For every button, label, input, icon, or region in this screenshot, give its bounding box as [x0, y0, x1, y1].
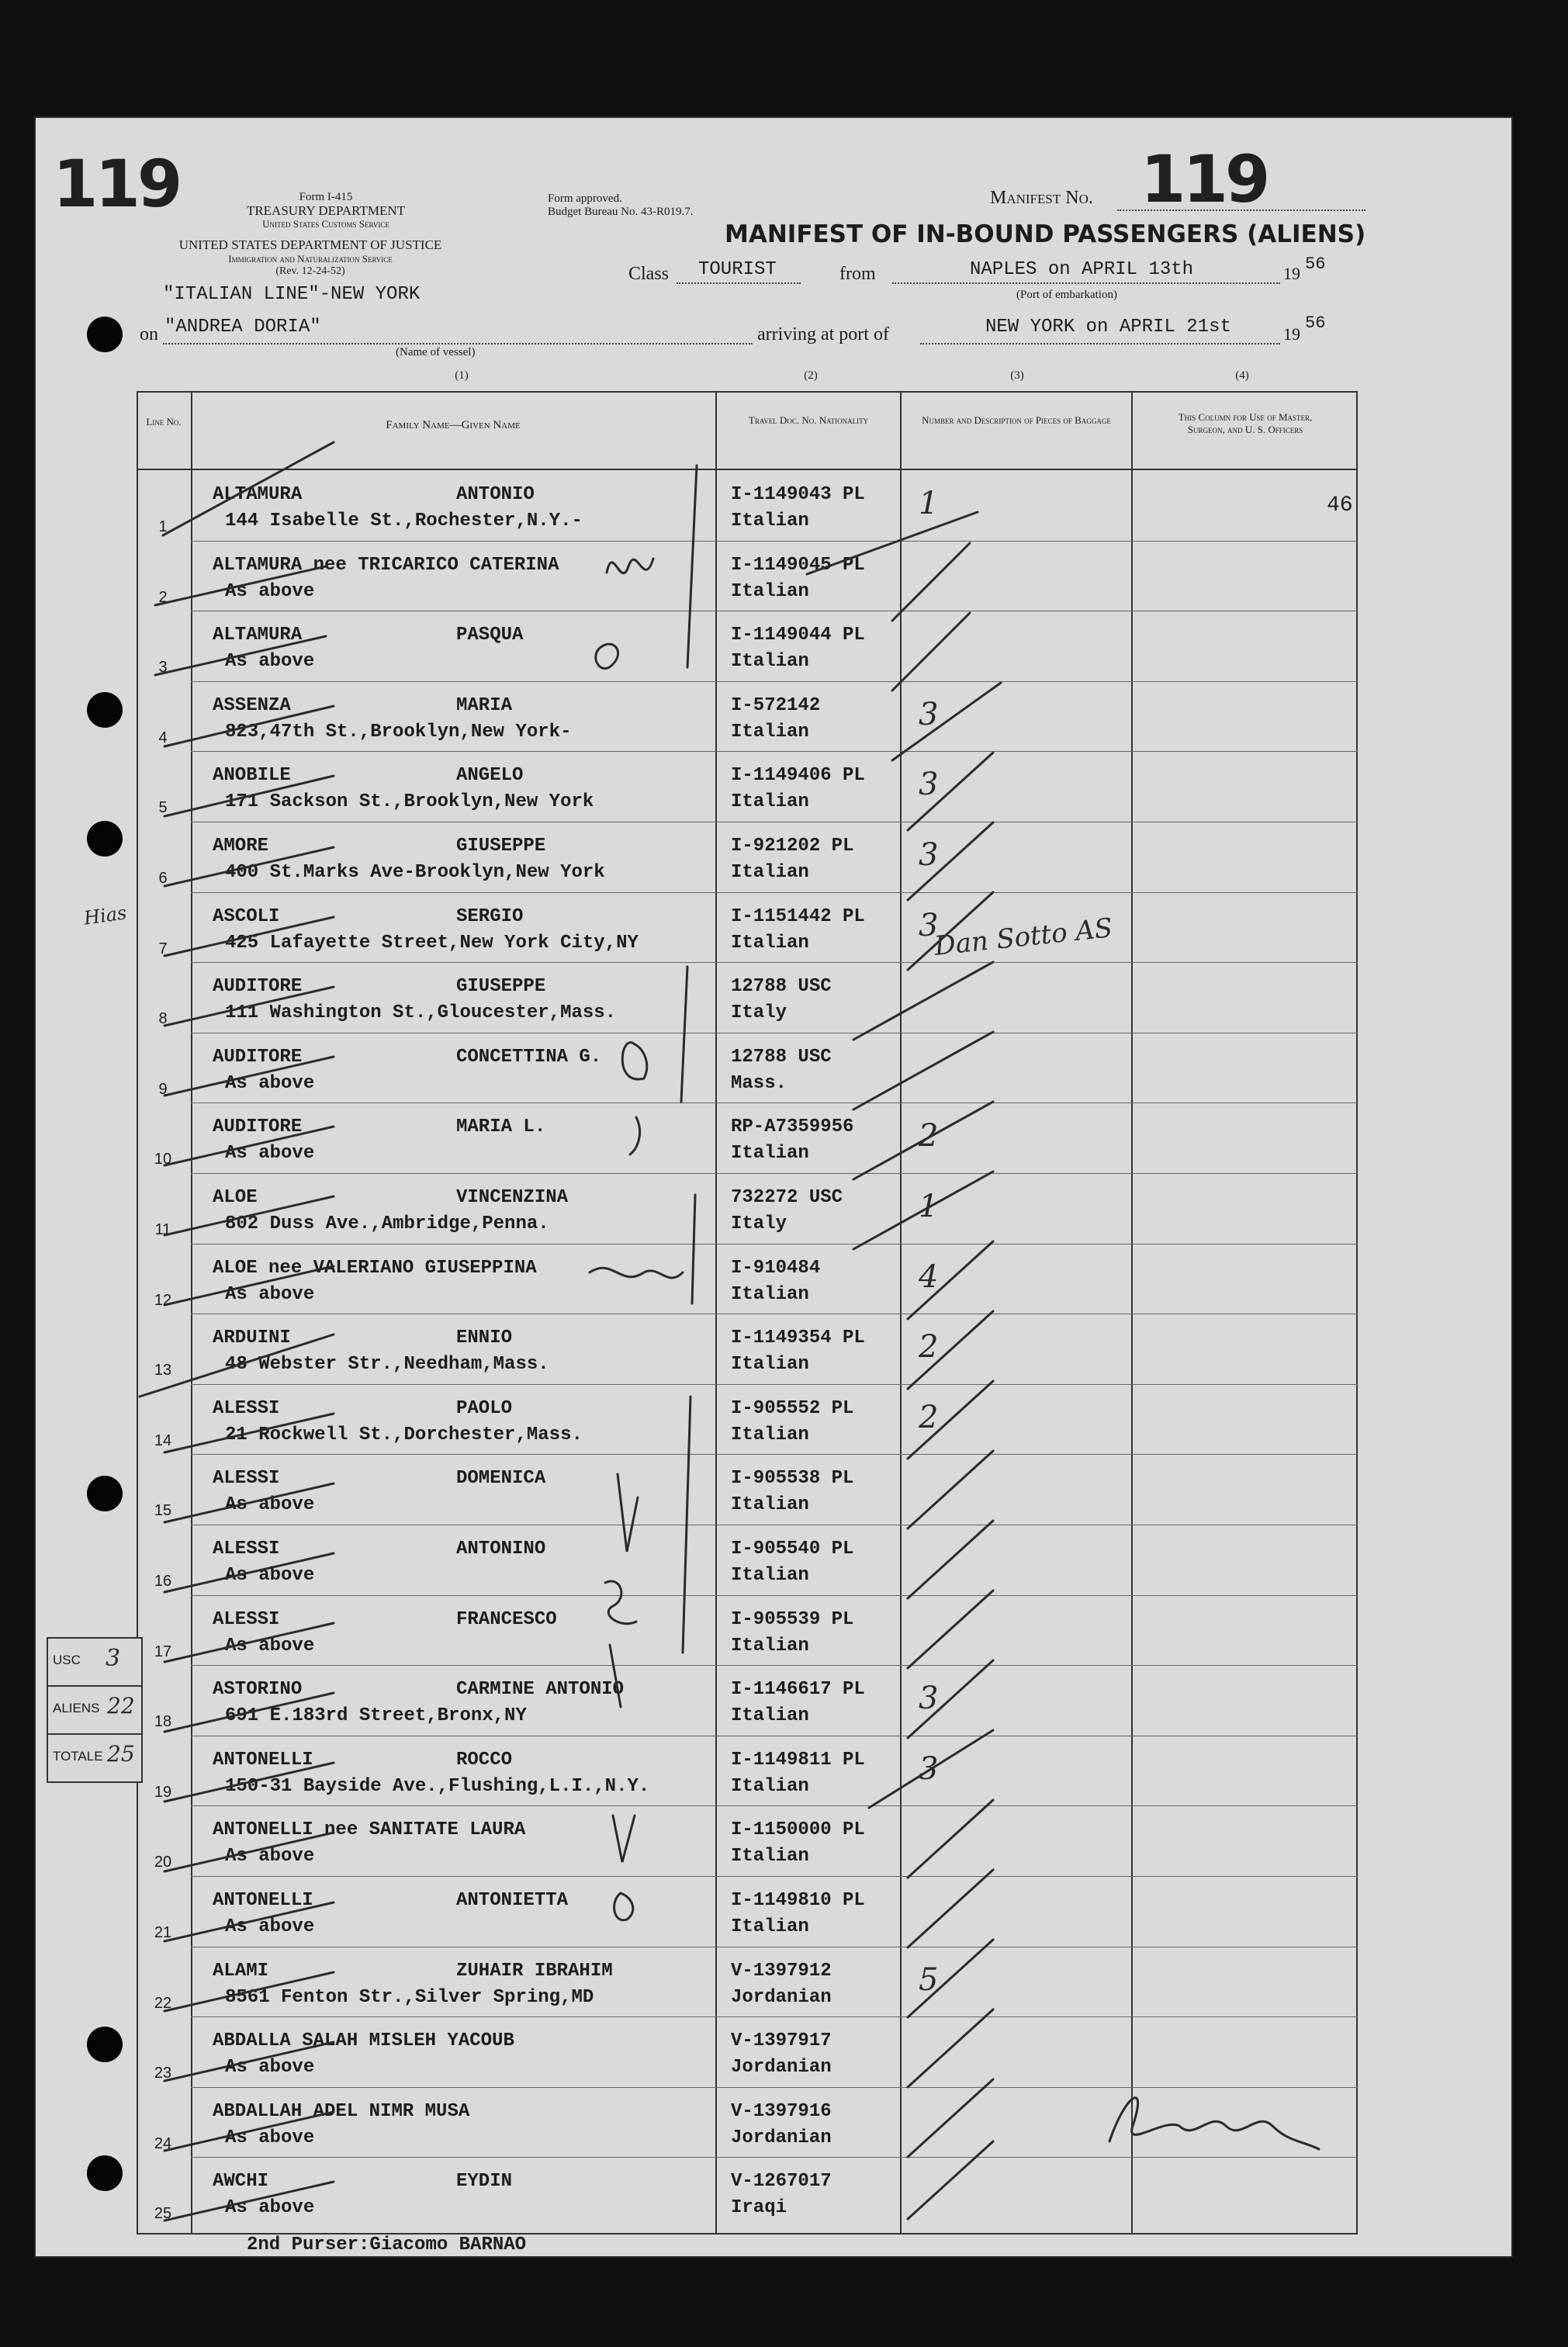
bracket-mark: [692, 1195, 695, 1303]
line-number: 25: [154, 2205, 172, 2222]
tick-mark: [908, 1940, 993, 2017]
year2-suffix: 56: [1305, 313, 1326, 333]
nationality: Italian: [731, 1776, 809, 1797]
class-value: TOURIST: [698, 259, 777, 280]
given-name: DOMENICA: [456, 1468, 546, 1489]
tick-mark: [908, 2079, 993, 2157]
travel-doc-no: 12788 USC: [731, 976, 832, 997]
stamp-number-right: 119: [1141, 141, 1268, 217]
nationality: Italian: [731, 722, 809, 743]
family-name: ABDALLAH ADEL NIMR MUSA: [213, 2101, 470, 2122]
tick-mark: [908, 2009, 993, 2087]
address: 823,47th St.,Brooklyn,New York-: [225, 722, 572, 743]
family-name: ASCOLI: [213, 906, 280, 927]
given-name: CARMINE ANTONIO: [456, 1679, 625, 1700]
address: 400 St.Marks Ave-Brooklyn,New York: [225, 862, 605, 883]
vessel-name: "ANDREA DORIA": [164, 317, 321, 338]
travel-doc-no: I-1149044 PL: [731, 625, 865, 646]
baggage-count: 3: [919, 697, 939, 732]
address: As above: [225, 2127, 315, 2148]
tick-mark: [164, 1972, 334, 2011]
line-number: 22: [154, 1995, 172, 2012]
tick-mark: [908, 1660, 993, 1738]
tick-mark: [164, 1483, 334, 1522]
line-number: 10: [154, 1151, 172, 1168]
nationality: Jordanian: [731, 1987, 832, 2008]
margin-note: Hias: [82, 902, 128, 929]
arrival-value: NEW YORK on APRIL 21st: [985, 317, 1231, 338]
address: 144 Isabelle St.,Rochester,N.Y.-: [225, 511, 583, 531]
shipping-line: "ITALIAN LINE"-NEW YORK: [163, 284, 421, 305]
nationality: Italian: [731, 581, 809, 602]
address: 150-31 Bayside Ave.,Flushing,L.I.,N.Y.: [225, 1776, 650, 1797]
manifest-title: MANIFEST OF IN-BOUND PASSENGERS (ALIENS): [725, 220, 1366, 248]
vessel-note: (Name of vessel): [396, 346, 476, 358]
tick-mark: [908, 892, 993, 970]
nationality: Italian: [731, 651, 809, 672]
line-number: 14: [154, 1432, 172, 1449]
given-name: EYDIN: [456, 2171, 513, 2192]
initials-mark: [614, 1893, 633, 1920]
nationality: Italian: [731, 1565, 809, 1586]
inspector-signature: [1109, 2098, 1319, 2149]
initials-mark: [613, 1816, 635, 1862]
line-number: 3: [158, 659, 168, 676]
tick-mark: [892, 543, 970, 621]
family-name: ANTONELLI: [213, 1890, 313, 1911]
given-name: FRANCESCO: [456, 1609, 557, 1630]
line-number: 13: [154, 1362, 172, 1379]
family-name: ASSENZA: [213, 695, 291, 716]
travel-doc-no: V-1397912: [731, 1961, 832, 1982]
line-number: 21: [154, 1924, 172, 1941]
travel-doc-no: I-1151442 PL: [731, 906, 865, 927]
purser-line: 2nd Purser:Giacomo BARNAO: [247, 2234, 527, 2255]
col-head-baggage: Number and Description of Pieces of Baggage: [922, 414, 1111, 426]
tick-mark: [164, 1057, 334, 1096]
col-num-4: (4): [1235, 369, 1249, 382]
tick-mark: [164, 917, 334, 956]
nationality: Italian: [731, 1354, 809, 1375]
col-num-3: (3): [1010, 369, 1024, 382]
travel-doc-no: V-1397916: [731, 2101, 832, 2122]
family-name: ALTAMURA: [213, 625, 303, 646]
family-name: AUDITORE: [213, 1047, 303, 1068]
tally-aliens-label: ALIENS: [53, 1701, 100, 1715]
initials-mark: [607, 559, 653, 573]
address: As above: [225, 1284, 315, 1305]
address: As above: [225, 2057, 315, 2078]
tick-mark: [908, 753, 993, 830]
family-name: AUDITORE: [213, 1116, 303, 1137]
line-number: 12: [154, 1292, 172, 1309]
tick-mark: [908, 1311, 993, 1389]
tally-usc-label: USC: [53, 1653, 81, 1667]
travel-doc-no: I-905540 PL: [731, 1539, 854, 1559]
given-name: VINCENZINA: [456, 1187, 569, 1208]
bracket-mark: [683, 1397, 691, 1653]
address: 21 Rockwell St.,Dorchester,Mass.: [225, 1424, 583, 1445]
address: As above: [225, 581, 315, 602]
address: 111 Washington St.,Gloucester,Mass.: [225, 1002, 617, 1023]
nationality: Italian: [731, 511, 809, 531]
address: As above: [225, 1494, 315, 1515]
tick-mark: [164, 1196, 334, 1235]
line-number: 6: [158, 870, 168, 887]
nationality: Italian: [731, 1424, 809, 1445]
line-number: 24: [154, 2135, 172, 2152]
family-name: ALTAMURA nee TRICARICO CATERINA: [213, 555, 559, 576]
baggage-count: 2: [919, 1118, 939, 1154]
class-label: Class: [628, 264, 670, 284]
tick-mark: [853, 1172, 993, 1249]
travel-doc-no: I-905552 PL: [731, 1398, 854, 1419]
travel-doc-no: I-1149811 PL: [731, 1750, 865, 1771]
address: 8561 Fenton Str.,Silver Spring,MD: [225, 1987, 594, 2008]
tally-total-label: TOTALE: [53, 1749, 103, 1764]
stamp-number-left: 119: [53, 146, 180, 222]
family-name: AWCHI: [213, 2171, 269, 2192]
nationality: Mass.: [731, 1073, 787, 1094]
tick-mark: [908, 1241, 993, 1319]
tick-mark: [908, 1591, 993, 1668]
tick-mark: [908, 1521, 993, 1598]
tick-mark: [164, 847, 334, 886]
nationality: Italian: [731, 1705, 809, 1726]
tick-mark: [892, 683, 1001, 760]
officer-note: 46: [1327, 493, 1353, 518]
line-number: 23: [154, 2065, 172, 2082]
tick-mark: [164, 1127, 334, 1165]
col-head-officers: This Column for Use of Master, Surgeon, and U. S. Officers: [1178, 411, 1313, 435]
travel-doc-no: I-905538 PL: [731, 1468, 854, 1489]
tick-mark: [164, 2182, 334, 2221]
budget-bureau: Budget Bureau No. 43-R019.7.: [548, 206, 694, 218]
manifest-no-label: Manifest No.: [990, 188, 1093, 208]
travel-doc-no: I-910484: [731, 1258, 821, 1279]
nationality: Jordanian: [731, 2057, 832, 2078]
nationality: Italian: [731, 1636, 809, 1656]
nationality: Jordanian: [731, 2127, 832, 2148]
year1-prefix: 19: [1283, 264, 1300, 283]
tick-mark: [853, 1032, 993, 1109]
tick-mark: [163, 442, 334, 535]
tick-mark: [164, 1553, 334, 1592]
family-name: AUDITORE: [213, 976, 303, 997]
nationality: Italy: [731, 1213, 787, 1234]
col-num-1: (1): [455, 369, 469, 382]
family-name: ALTAMURA: [213, 484, 303, 505]
tick-mark: [164, 706, 334, 746]
nationality: Iraqi: [731, 2197, 787, 2218]
nationality: Italian: [731, 791, 809, 812]
travel-doc-no: I-921202 PL: [731, 836, 854, 857]
given-name: GIUSEPPE: [456, 836, 546, 857]
given-name: ROCCO: [456, 1750, 513, 1771]
travel-doc-no: I-1150000 PL: [731, 1819, 865, 1840]
tick-mark: [853, 1102, 993, 1179]
tick-mark: [908, 1800, 993, 1878]
tick-mark: [164, 1266, 334, 1305]
baggage-note: Dan Sotto AS: [933, 912, 1114, 962]
family-name: ALESSI: [213, 1468, 280, 1489]
baggage-count: 4: [919, 1259, 939, 1295]
baggage-count: 3: [919, 767, 939, 802]
address: 171 Sackson St.,Brooklyn,New York: [225, 791, 594, 812]
tick-mark: [164, 1623, 334, 1662]
tick-mark: [892, 613, 970, 691]
address: 48 Webster Str.,Needham,Mass.: [225, 1354, 549, 1375]
address: As above: [225, 1565, 315, 1586]
address: 802 Duss Ave.,Ambridge,Penna.: [225, 1213, 549, 1234]
from-value: NAPLES on APRIL 13th: [970, 259, 1194, 280]
given-name: ANTONIETTA: [456, 1890, 569, 1911]
line-number: 18: [154, 1713, 172, 1730]
customs-service: United States Customs Service: [262, 218, 389, 230]
travel-doc-no: I-1149354 PL: [731, 1328, 865, 1348]
tick-mark: [155, 636, 326, 675]
given-name: ANTONIO: [456, 484, 535, 505]
travel-doc-no: I-905539 PL: [731, 1609, 854, 1630]
bracket-mark: [687, 466, 697, 667]
baggage-count: 1: [919, 1189, 939, 1224]
family-name: ANTONELLI: [213, 1750, 313, 1771]
col-head-line: Line No.: [146, 416, 182, 428]
given-name: ENNIO: [456, 1328, 513, 1348]
line-number: 9: [158, 1081, 168, 1098]
family-name: ANTONELLI nee SANITATE LAURA: [213, 1819, 526, 1840]
tally-total-value: 25: [107, 1741, 135, 1767]
initials-mark: [618, 1474, 638, 1552]
address: As above: [225, 2197, 315, 2218]
baggage-count: 3: [919, 837, 939, 873]
given-name: MARIA L.: [456, 1116, 546, 1137]
tally-usc-value: 3: [106, 1645, 121, 1672]
tick-mark: [155, 566, 326, 605]
baggage-count: 2: [919, 1329, 939, 1365]
line-number: 16: [154, 1573, 172, 1590]
line-number: 20: [154, 1854, 172, 1871]
col-num-2: (2): [804, 369, 818, 382]
travel-doc-no: 732272 USC: [731, 1187, 843, 1208]
travel-doc-no: 12788 USC: [731, 1047, 832, 1068]
given-name: MARIA: [456, 695, 513, 716]
line-number: 8: [158, 1010, 168, 1027]
given-name: PASQUA: [456, 625, 524, 646]
travel-doc-no: I-1149045 PL: [731, 555, 865, 576]
justice-dept: UNITED STATES DEPARTMENT OF JUSTICE: [178, 237, 442, 252]
address: As above: [225, 1916, 315, 1937]
nationality: Italy: [731, 1002, 787, 1023]
family-name: ASTORINO: [213, 1679, 303, 1700]
baggage-count: 2: [919, 1400, 939, 1435]
travel-doc-no: V-1267017: [731, 2171, 832, 2192]
family-name: ALOE nee VALERIANO GIUSEPPINA: [213, 1258, 537, 1279]
nationality: Italian: [731, 1143, 809, 1164]
line-number: 11: [154, 1221, 171, 1238]
address: 691 E.183rd Street,Bronx,NY: [225, 1705, 527, 1726]
tick-mark: [853, 962, 993, 1040]
given-name: ANGELO: [456, 765, 524, 786]
nationality: Italian: [731, 1846, 809, 1867]
family-name: ABDALLA SALAH MISLEH YACOUB: [213, 2030, 514, 2051]
given-name: PAOLO: [456, 1398, 513, 1419]
initials-mark: [596, 644, 618, 668]
tick-mark: [164, 1414, 334, 1452]
family-name: AMORE: [213, 836, 269, 857]
tally-aliens-value: 22: [107, 1693, 135, 1719]
initials-mark: [630, 1117, 640, 1154]
travel-doc-no: I-1149406 PL: [731, 765, 865, 786]
form-number: Form I-415: [299, 191, 353, 203]
from-label: from: [839, 264, 876, 284]
travel-doc-no: I-1146617 PL: [731, 1679, 865, 1700]
tick-mark: [164, 1833, 334, 1871]
baggage-count: 1: [919, 486, 939, 521]
line-number: 2: [158, 589, 168, 606]
tick-mark: [869, 1730, 993, 1808]
travel-doc-no: RP-A7359956: [731, 1116, 854, 1137]
family-name: ALESSI: [213, 1539, 280, 1559]
tick-mark: [908, 1451, 993, 1528]
line-number: 17: [154, 1643, 172, 1660]
given-name: ANTONINO: [456, 1539, 546, 1559]
line-number: 5: [158, 799, 168, 816]
nationality: Italian: [731, 933, 809, 954]
nationality: Italian: [731, 862, 809, 883]
tick-mark: [908, 2141, 993, 2219]
treasury-dept: TREASURY DEPARTMENT: [246, 203, 406, 218]
line-number: 7: [158, 940, 168, 957]
travel-doc-no: I-572142: [731, 695, 821, 716]
address: 425 Lafayette Street,New York City,NY: [225, 933, 639, 954]
tick-mark: [164, 2042, 334, 2081]
tick-mark: [164, 1763, 334, 1802]
ins-service: Immigration and Naturalization Service: [228, 253, 393, 265]
line-number: 19: [154, 1784, 172, 1801]
line-number: 1: [158, 518, 168, 535]
tick-mark: [140, 1334, 334, 1397]
tick-mark: [164, 776, 334, 816]
initials-mark: [605, 1581, 636, 1624]
tick-mark: [164, 2112, 334, 2151]
address: As above: [225, 1846, 315, 1867]
col-head-name: Family Name—Given Name: [386, 419, 521, 431]
family-name: ALESSI: [213, 1398, 280, 1419]
travel-doc-no: V-1397917: [731, 2030, 832, 2051]
year2-prefix: 19: [1283, 324, 1300, 344]
family-name: ARDUINI: [213, 1328, 291, 1348]
address: As above: [225, 651, 315, 672]
travel-doc-no: I-1149810 PL: [731, 1890, 865, 1911]
family-name: ALAMI: [213, 1961, 269, 1982]
bracket-mark: [681, 967, 687, 1102]
travel-doc-no: I-1149043 PL: [731, 484, 865, 505]
initials-mark: [622, 1043, 647, 1079]
on-label: on: [140, 324, 158, 344]
baggage-count: 3: [919, 908, 939, 943]
tick-mark: [807, 512, 978, 574]
baggage-count: 3: [919, 1751, 939, 1787]
form-approved: Form approved.: [548, 192, 622, 205]
col-head-travel: Travel Doc. No. Nationality: [748, 414, 869, 426]
family-name: ANOBILE: [213, 765, 291, 786]
line-number: 4: [158, 729, 168, 746]
nationality: Italian: [731, 1284, 809, 1305]
given-name: ZUHAIR IBRAHIM: [456, 1961, 613, 1982]
arriving-label: arriving at port of: [757, 324, 889, 344]
family-name: ALESSI: [213, 1609, 280, 1630]
nationality: Italian: [731, 1494, 809, 1515]
tick-mark: [164, 1902, 334, 1941]
tick-mark: [908, 1381, 993, 1459]
tick-mark: [164, 1693, 334, 1732]
nationality: Italian: [731, 1916, 809, 1937]
initials-mark: [610, 1645, 621, 1707]
line-number: 15: [154, 1502, 172, 1519]
baggage-count: 3: [919, 1681, 939, 1716]
tick-mark: [908, 1870, 993, 1947]
year1-suffix: 56: [1305, 254, 1326, 274]
tick-mark: [908, 822, 993, 900]
address: As above: [225, 1073, 315, 1094]
form-revision: (Rev. 12-24-52): [275, 265, 345, 277]
initials-mark: [590, 1268, 683, 1278]
given-name: CONCETTINA G.: [456, 1047, 602, 1068]
address: As above: [225, 1143, 315, 1164]
address: As above: [225, 1636, 315, 1656]
tick-mark: [164, 987, 334, 1026]
baggage-count: 5: [919, 1962, 939, 1998]
port-embarkation-note: (Port of embarkation): [1016, 289, 1117, 301]
given-name: GIUSEPPE: [456, 976, 546, 997]
given-name: SERGIO: [456, 906, 524, 927]
family-name: ALOE: [213, 1187, 258, 1208]
